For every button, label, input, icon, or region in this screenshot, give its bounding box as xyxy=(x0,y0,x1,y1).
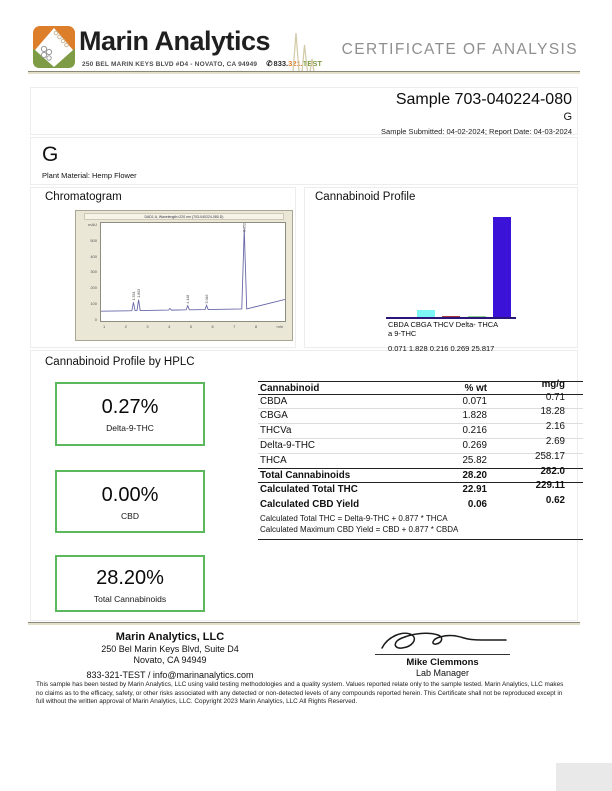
profile-category-line2: a 9-THC xyxy=(388,328,417,338)
phone-part-1: 833. xyxy=(273,59,289,68)
summary-label: Total Cannabinoids xyxy=(93,594,167,604)
svg-text:1.551: 1.551 xyxy=(131,291,136,301)
axis-tick-label: 100 xyxy=(90,301,97,307)
table-cell: THCA xyxy=(260,454,287,466)
header-rule xyxy=(28,71,580,74)
page-corner xyxy=(556,763,612,791)
axis-tick-label: 6 xyxy=(211,324,214,329)
chromo-plot-area xyxy=(100,222,286,322)
svg-text:5.046: 5.046 xyxy=(205,294,210,304)
summary-label: Delta-9-THC xyxy=(106,423,154,433)
document-title: CERTIFICATE OF ANALYSIS xyxy=(341,41,578,58)
table-cell: 1.828 xyxy=(462,410,487,422)
summary-box-delta9thc xyxy=(55,382,205,446)
specimen-name: G xyxy=(42,143,59,166)
svg-text:4.148: 4.148 xyxy=(186,294,191,304)
table-cell: 0.071 xyxy=(462,395,487,407)
table-cell: 18.28 xyxy=(540,406,565,418)
svg-text:6.852: 6.852 xyxy=(242,223,247,232)
table-cell: 0.71 xyxy=(545,391,565,403)
chromatogram-titlebar: DAD1 A, Wavelength=220 nm (703-040224-080.D) xyxy=(84,213,284,220)
axis-tick-label: mAU xyxy=(88,222,97,227)
phone-part-2: 321. xyxy=(288,59,303,68)
table-cell: 258.17 xyxy=(535,450,565,462)
signer-title: Lab Manager xyxy=(415,668,470,678)
table-cell: CBGA xyxy=(260,410,288,422)
table-cell: 282.0 xyxy=(540,466,565,478)
table-cell: 2.69 xyxy=(545,435,565,447)
table-cell: 0.269 xyxy=(462,439,487,451)
axis-tick-label: 2 xyxy=(124,324,127,329)
table-header-cannabinoid: Cannabinoid xyxy=(260,383,320,394)
axis-tick-label: 3 xyxy=(146,324,149,329)
table-footnote: Calculated Maximum CBD Yield = CBD + 0.877 * CBDA xyxy=(260,525,459,535)
axis-tick-label: 5 xyxy=(189,324,192,329)
table-cell: Total Cannabinoids xyxy=(260,470,351,482)
table-cell: Calculated Total THC xyxy=(260,484,358,496)
summary-box-total-cannabinoids xyxy=(55,555,205,612)
table-cell: 25.82 xyxy=(462,454,487,466)
footer-company: Marin Analytics, LLC xyxy=(115,631,225,643)
signer-name: Mike Clemmons xyxy=(406,657,479,668)
brand-address: 250 BEL MARIN KEYS BLVD #D4 - NOVATO, CA 94949 xyxy=(82,61,258,68)
footer-address1: 250 Bel Marin Keys Blvd, Suite D4 xyxy=(101,644,239,654)
table-cell: 0.62 xyxy=(545,495,565,507)
signature-line xyxy=(375,654,510,655)
bar-cbga xyxy=(417,310,435,317)
hplc-section-title: Cannabinoid Profile by HPLC xyxy=(45,356,195,368)
table-row xyxy=(258,495,583,513)
profile-baseline xyxy=(386,317,516,319)
bar-thca xyxy=(493,217,511,317)
table-cell: 0.216 xyxy=(462,425,487,437)
profile-bars xyxy=(388,217,514,317)
table-cell: Calculated CBD Yield xyxy=(260,499,360,511)
summary-value: 0.27% xyxy=(101,396,159,418)
table-cell: 28.20 xyxy=(462,470,487,482)
footer-company-block xyxy=(55,631,285,680)
disclaimer-text: This sample has been tested by Marin Analytics, LLC using valid testing methodologies and a quality system. Values reported relate only to the sample tested. Marin Analytics, LLC makes no claims as to the efficacy, safety, or other risks associated with any detected or non-detected levels of any compounds reported herein. This Certificate shall not be reproduced except in full without the written approval of Marin Analytics, LLC. Copyright 2023 Marin Analytics, LLC All Rights Reserved. xyxy=(36,681,564,706)
marin-analytics-logo-icon xyxy=(32,25,76,69)
sample-number: Sample 703-040224-080 xyxy=(395,91,572,108)
chromatogram-section-title: Chromatogram xyxy=(45,191,122,203)
axis-tick-label: 1 xyxy=(103,324,106,329)
axis-tick-label: 200 xyxy=(90,285,97,291)
summary-label: CBD xyxy=(121,511,139,521)
brand-name: Marin Analytics xyxy=(79,26,271,56)
chromatogram-peaks-decoration-icon xyxy=(287,25,317,73)
phone-part-3: TEST xyxy=(302,59,322,68)
results-table-body xyxy=(258,391,583,536)
table-header-mgg: mg/g xyxy=(541,379,565,390)
table-cell: 2.16 xyxy=(545,421,565,433)
sample-dates: Sample Submitted: 04-02-2024; Report Date: 04-03-2024 xyxy=(381,127,572,136)
axis-tick-label: 0 xyxy=(94,316,97,322)
axis-tick-label: min xyxy=(276,324,283,329)
chromatogram-image xyxy=(75,210,293,341)
summary-value: 0.00% xyxy=(101,484,159,506)
table-cell: THCVa xyxy=(260,425,292,437)
table-cell: 229.11 xyxy=(535,480,565,492)
footer-contact: 833-321-TEST / info@marinanalytics.com xyxy=(86,670,254,680)
chromo-y-axis xyxy=(78,222,98,322)
table-cell: Delta-9-THC xyxy=(260,439,315,451)
table-cell: 0.06 xyxy=(467,499,487,511)
profile-category-labels xyxy=(388,321,538,338)
summary-value: 28.20% xyxy=(96,567,164,589)
axis-tick-label: 300 xyxy=(90,269,97,275)
axis-tick-label: 400 xyxy=(90,253,97,259)
profile-section-title: Cannabinoid Profile xyxy=(315,191,416,203)
table-footnote: Calculated Total THC = Delta-9-THC + 0.877 * THCA xyxy=(260,513,448,523)
table-cell: CBDA xyxy=(260,395,288,407)
axis-tick-label: 7 xyxy=(233,324,236,329)
chromo-x-axis xyxy=(100,324,286,329)
signature-icon xyxy=(378,628,510,654)
axis-tick-label: 500 xyxy=(90,237,97,243)
axis-tick-label: 8 xyxy=(254,324,258,329)
table-cell: 22.91 xyxy=(462,484,487,496)
profile-value-labels: 0.071 1.828 0.216 0.269 25.817 xyxy=(388,344,495,353)
specimen-material: Plant Material: Hemp Flower xyxy=(42,171,137,180)
axis-tick-label: 4 xyxy=(168,324,171,329)
sample-name: G xyxy=(563,111,572,123)
profile-category-line1: CBDA CBGA THCV Delta- THCA xyxy=(388,320,499,329)
footer-rule xyxy=(28,622,580,625)
summary-box-cbd xyxy=(55,470,205,533)
table-header-pct: % wt xyxy=(464,383,487,394)
svg-text:1.803: 1.803 xyxy=(137,288,142,298)
footer-address2: Novato, CA 94949 xyxy=(133,655,207,665)
results-table xyxy=(258,381,583,540)
phone-icon: ✆ xyxy=(266,59,273,68)
